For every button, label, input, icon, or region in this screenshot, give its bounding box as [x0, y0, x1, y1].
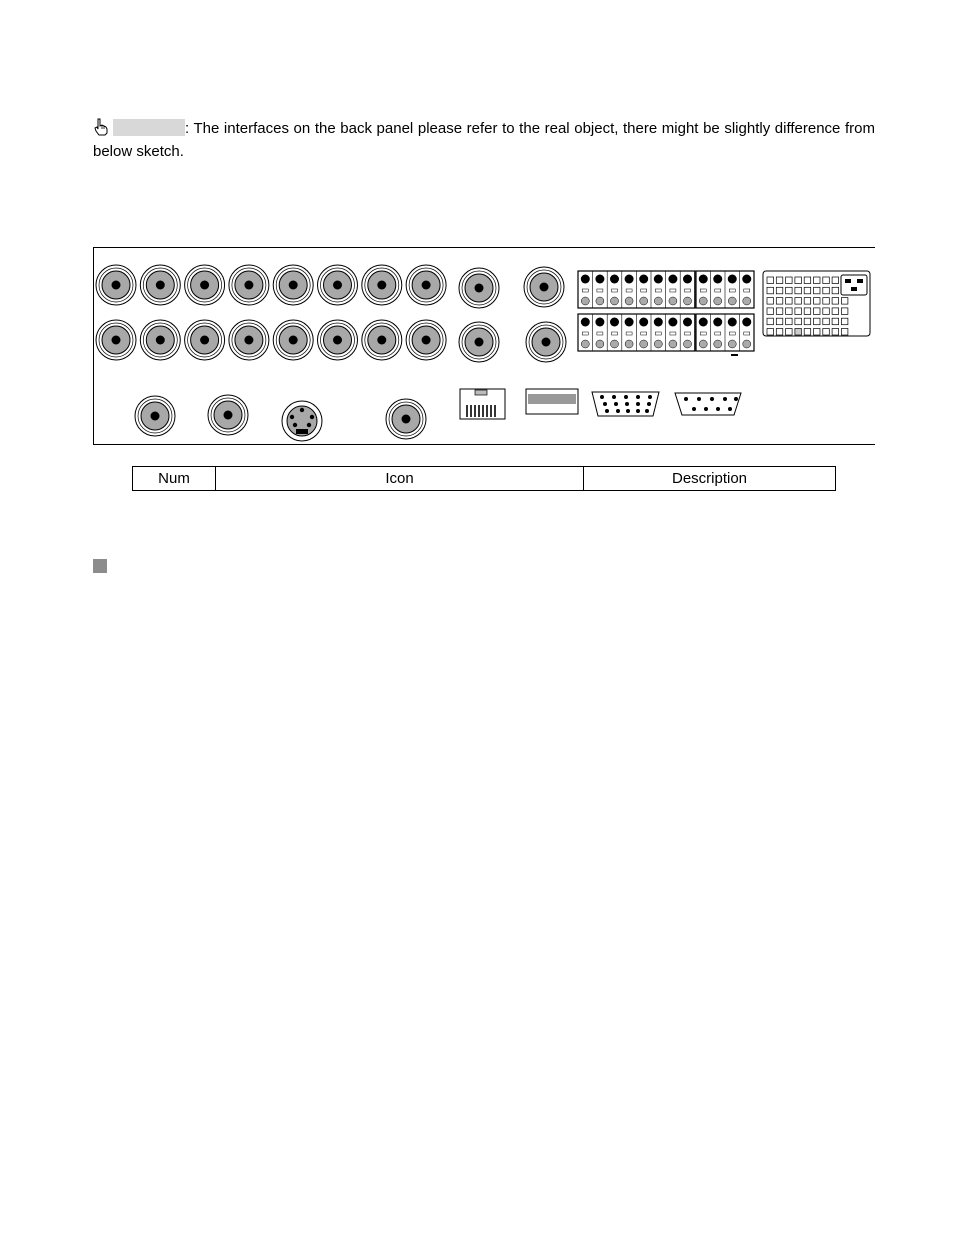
usb-port-icon: [526, 389, 578, 414]
vga-port-icon: [592, 392, 659, 416]
section-bullet: [93, 559, 107, 573]
bnc-connector-icon: [140, 265, 180, 305]
bnc-connector-icon: [386, 399, 426, 439]
terminal-block-icon: [696, 314, 754, 351]
bnc-connector-icon: [208, 395, 248, 435]
bnc-connector-icon: [406, 265, 446, 305]
video-input-bnc-connectors: [96, 265, 446, 360]
column-header-description: Description: [584, 467, 836, 491]
back-panel-sketch: [93, 247, 875, 445]
bnc-connector-icon: [140, 320, 180, 360]
power-socket-icon: [763, 271, 870, 336]
bnc-connector-icon: [362, 320, 402, 360]
note-label-highlight: [113, 119, 185, 136]
note-text: : The interfaces on the back panel please refer to the real object, there might be slightly difference from below sketch.: [93, 120, 875, 160]
bnc-connector-icon: [135, 396, 175, 436]
bnc-connector-icon: [459, 268, 499, 308]
note-paragraph: [93, 117, 875, 163]
bnc-connector-icon: [273, 265, 313, 305]
bnc-connector-icon: [185, 265, 225, 305]
pointing-hand-icon: [93, 118, 109, 136]
terminal-block-icon: [578, 314, 695, 351]
bnc-connector-icon: [185, 320, 225, 360]
network-port-icon: [460, 389, 505, 419]
bnc-connector-icon: [524, 267, 564, 307]
s-video-port-icon: [282, 401, 322, 441]
alarm-terminal-blocks: [578, 271, 754, 356]
terminal-block-icon: [696, 271, 754, 308]
bnc-connector-icon: [318, 265, 358, 305]
bnc-connector-icon: [96, 265, 136, 305]
bnc-connector-icon: [229, 265, 269, 305]
bnc-connector-icon: [362, 265, 402, 305]
bnc-connector-icon: [318, 320, 358, 360]
bnc-connector-icon: [273, 320, 313, 360]
bnc-connector-icon: [229, 320, 269, 360]
table-header-row: [133, 467, 836, 491]
bnc-connector-icon: [526, 322, 566, 362]
column-header-icon: Icon: [216, 467, 584, 491]
bnc-connector-icon: [96, 320, 136, 360]
interface-table: [132, 466, 836, 491]
bnc-connector-icon: [406, 320, 446, 360]
column-header-num: Num: [133, 467, 216, 491]
rs232-port-icon: [675, 393, 741, 415]
bnc-connector-icon: [459, 322, 499, 362]
terminal-block-icon: [578, 271, 695, 308]
